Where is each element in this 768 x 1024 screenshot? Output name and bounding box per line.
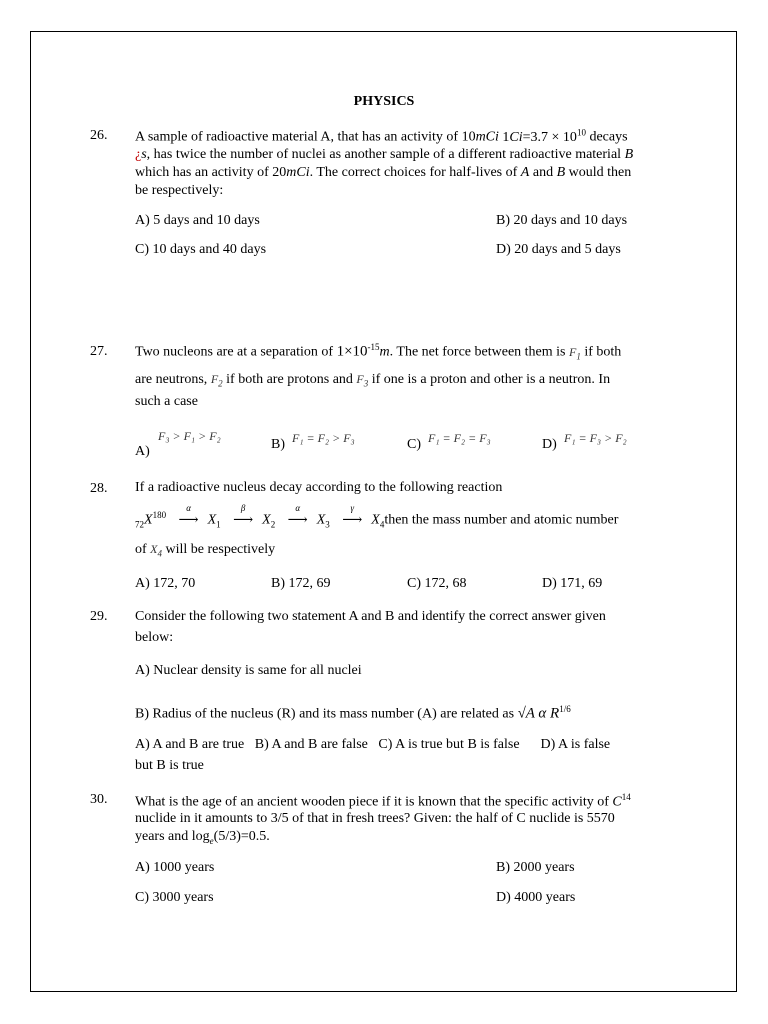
question-text-line: Consider the following two statement A and B and identify the correct answer given [135, 609, 606, 624]
option-d[interactable]: D) 4000 years [496, 890, 576, 905]
statement-b: B) Radius of the nucleus (R) and its mass number (A) are related as √A α $R^{1/6}$ [135, 704, 571, 722]
options-line[interactable]: but B is true [135, 758, 204, 773]
options-line[interactable]: A) A and B are true B) A and B are false C) A is true but B is false D) A is false [135, 737, 611, 752]
question-text-line: If a radioactive nucleus decay according to the following reaction [135, 480, 503, 495]
option-b-label[interactable]: B) [271, 437, 285, 452]
option-d-label[interactable]: D) [542, 437, 557, 452]
option-a-label[interactable]: A) [135, 444, 150, 459]
unknown-char: ¿ [135, 147, 142, 162]
question-text-line: such a case [135, 394, 198, 409]
question-text-line: Two nucleons are at a separation of $1\times 10^{-15}m$. The net force between them is $F_1$ if both [135, 342, 622, 362]
option-b-math: F₁ = F₂ > F₃ [292, 431, 355, 445]
question-text-line: What is the age of an ancient wooden piece if it is known that the specific activity of $C^{14}$ [135, 792, 631, 810]
question-text-line: which has an activity of 20mCi. The correct choices for half-lives of A and B would then [135, 165, 632, 180]
reaction-line: $_{72}X^{180}$ α ⟶ $X_1$ β ⟶ $X_2$ α ⟶ $X_3$ γ ⟶ $X_4then$ the mass number and atomic number [135, 502, 619, 530]
question-number: 30. [90, 792, 108, 807]
question-text-line: nuclide in it amounts to 3/5 of that in fresh trees? Given: the half of C nuclide is 5570 [135, 811, 615, 826]
arrow-beta: β ⟶ [233, 502, 254, 528]
math: $1Ci=3.7 \times 10^{10}$ [502, 127, 586, 145]
question-number: 27. [90, 344, 108, 359]
option-b[interactable]: B) 2000 years [496, 860, 575, 875]
section-title: PHYSICS [353, 94, 415, 109]
text: decays [585, 129, 628, 145]
option-d[interactable]: D) 171, 69 [542, 576, 603, 591]
option-c-label[interactable]: C) [407, 437, 421, 452]
question-text-line: below: [135, 630, 174, 645]
question-text-line [135, 127, 628, 146]
question-text-line: years and $\log_e(5/3)=0.5$. [135, 829, 270, 846]
question-number: 29. [90, 609, 108, 624]
option-c-math: F₁ = F₂ = F₃ [428, 431, 491, 445]
question-number: 26. [90, 128, 108, 143]
text: A sample of radioactive material A, that has an activity of [135, 129, 462, 145]
question-text-line: are neutrons, $F_2$ if both are protons and $F_3$ if one is a proton and other is a neutron. In [135, 372, 611, 389]
option-d[interactable]: D) 20 days and 5 days [496, 242, 621, 257]
option-c[interactable]: C) 172, 68 [407, 576, 467, 591]
option-a[interactable]: A) 5 days and 10 days [135, 213, 260, 228]
option-b[interactable]: B) 172, 69 [271, 576, 331, 591]
arrow-gamma: γ ⟶ [342, 502, 363, 528]
arrow-alpha: α ⟶ [287, 502, 308, 528]
option-c[interactable]: C) 3000 years [135, 890, 214, 905]
option-d-math: F₁ = F₃ > F₂ [564, 431, 627, 445]
option-c[interactable]: C) 10 days and 40 days [135, 242, 267, 257]
math: 10mCi [461, 129, 499, 145]
option-a[interactable]: A) 172, 70 [135, 576, 196, 591]
arrow-alpha: α ⟶ [178, 502, 199, 528]
option-b[interactable]: B) 20 days and 10 days [496, 213, 628, 228]
question-number: 28. [90, 481, 108, 496]
option-a[interactable]: A) 1000 years [135, 860, 215, 875]
statement-a: A) Nuclear density is same for all nuclei [135, 663, 362, 678]
question-text-line: of $X_4$ will be respectively [135, 542, 276, 559]
option-a-math: F₃ > F₁ > F₂ [158, 429, 221, 443]
question-text-line: be respectively: [135, 183, 224, 198]
question-text-line: ¿s, has twice the number of nuclei as another sample of a different radioactive material B [135, 147, 634, 162]
